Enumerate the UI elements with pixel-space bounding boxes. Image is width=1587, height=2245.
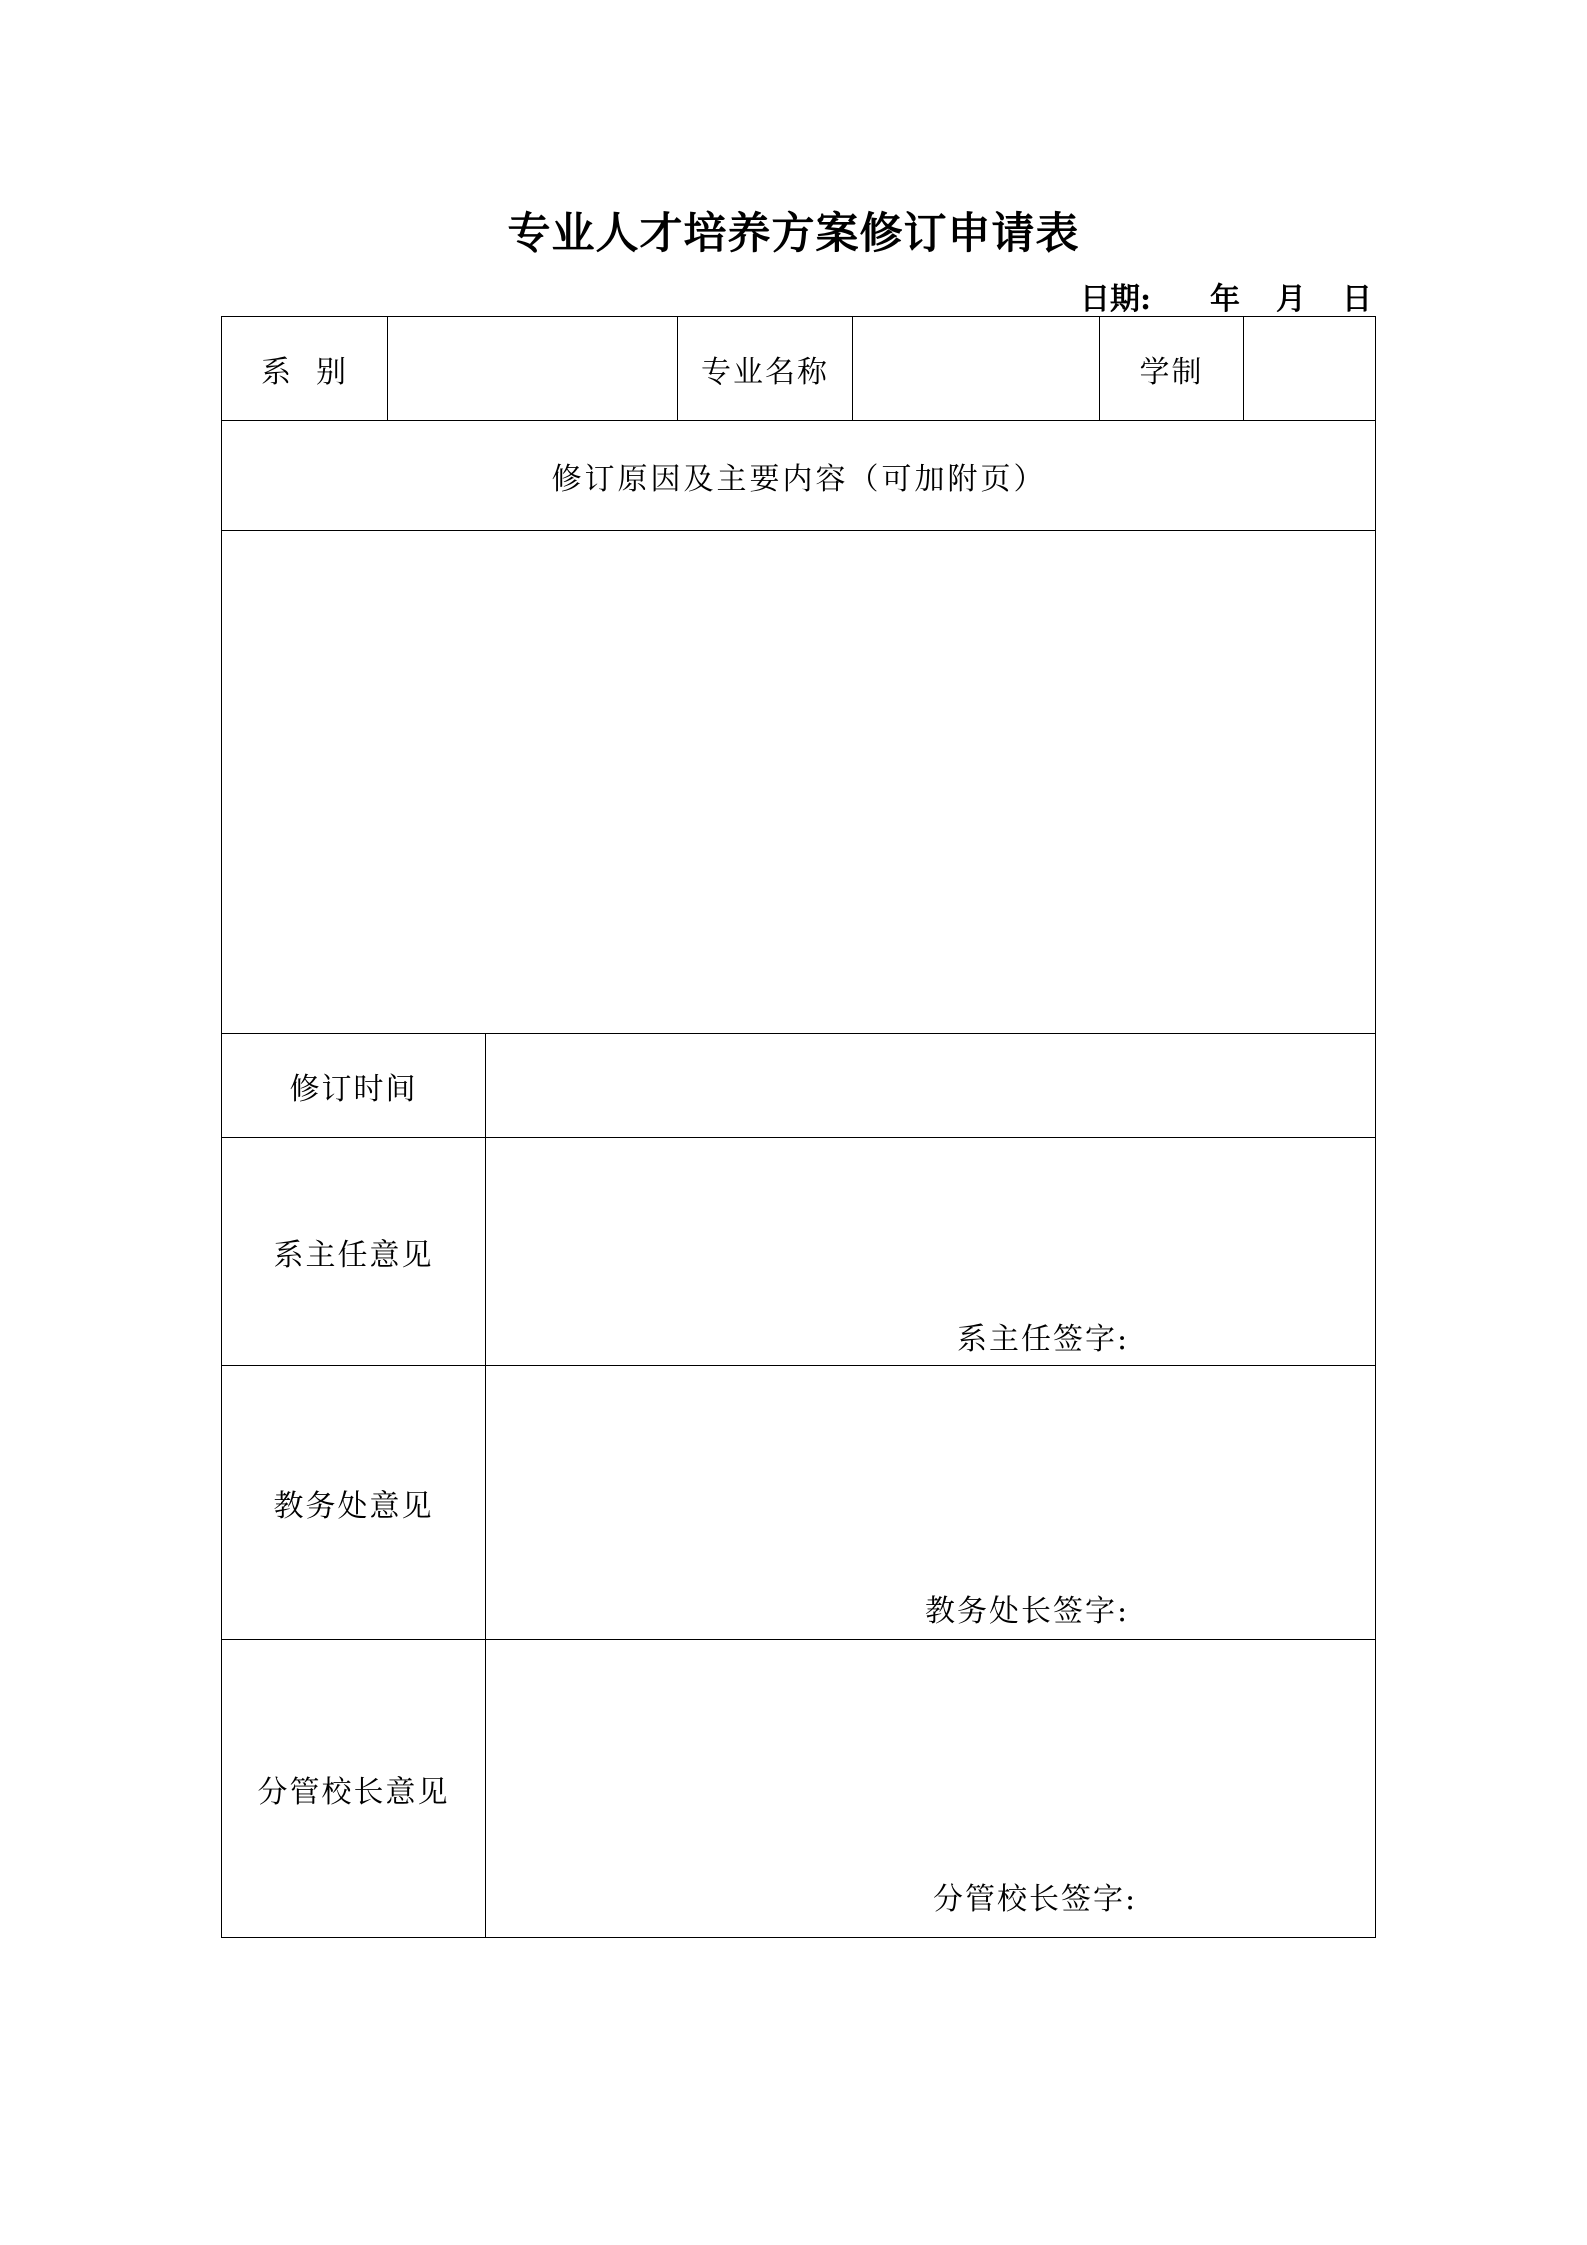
vice-president-opinion-label: 分管校长意见 bbox=[257, 1775, 450, 1810]
department-field[interactable] bbox=[387, 316, 677, 420]
dept-head-opinion-field[interactable] bbox=[485, 1137, 1376, 1365]
date-month-label: 月 bbox=[1276, 282, 1306, 317]
major-name-field[interactable] bbox=[852, 316, 1099, 420]
date-day-label: 日 bbox=[1342, 282, 1372, 317]
study-duration-label-cell bbox=[1099, 316, 1243, 420]
vice-president-opinion-field[interactable] bbox=[485, 1639, 1376, 1938]
revision-header: 修订原因及主要内容（可加附页） bbox=[551, 461, 1047, 497]
academic-affairs-opinion-label: 教务处意见 bbox=[273, 1488, 434, 1524]
major-name-label-cell bbox=[677, 316, 852, 420]
date-year-label: 年 bbox=[1210, 282, 1240, 317]
date-label: 日期: bbox=[1080, 282, 1152, 317]
revision-header-cell bbox=[221, 420, 1376, 530]
vice-president-opinion-label-cell bbox=[221, 1639, 485, 1938]
major-name-label: 专业名称 bbox=[701, 354, 829, 390]
application-form-table bbox=[221, 316, 1376, 1938]
dept-head-opinion-label: 系主任意见 bbox=[273, 1237, 434, 1273]
academic-affairs-opinion-label-cell bbox=[221, 1365, 485, 1639]
study-duration-field[interactable] bbox=[1243, 316, 1376, 420]
revision-time-label: 修订时间 bbox=[289, 1071, 418, 1107]
revision-content-field[interactable] bbox=[221, 530, 1376, 1033]
department-label-cell bbox=[221, 316, 387, 420]
study-duration-label: 学制 bbox=[1139, 354, 1204, 390]
revision-time-field[interactable] bbox=[485, 1033, 1376, 1137]
dept-head-signature-label: 系主任签字: bbox=[957, 1322, 1130, 1357]
department-label: 系 别 bbox=[260, 354, 349, 390]
revision-time-label-cell bbox=[221, 1033, 485, 1137]
form-title: 专业人才培养方案修订申请表 bbox=[507, 209, 1080, 259]
academic-affairs-signature-label: 教务处长签字: bbox=[925, 1594, 1130, 1629]
vice-president-signature-label: 分管校长签字: bbox=[933, 1882, 1138, 1917]
dept-head-opinion-label-cell bbox=[221, 1137, 485, 1365]
